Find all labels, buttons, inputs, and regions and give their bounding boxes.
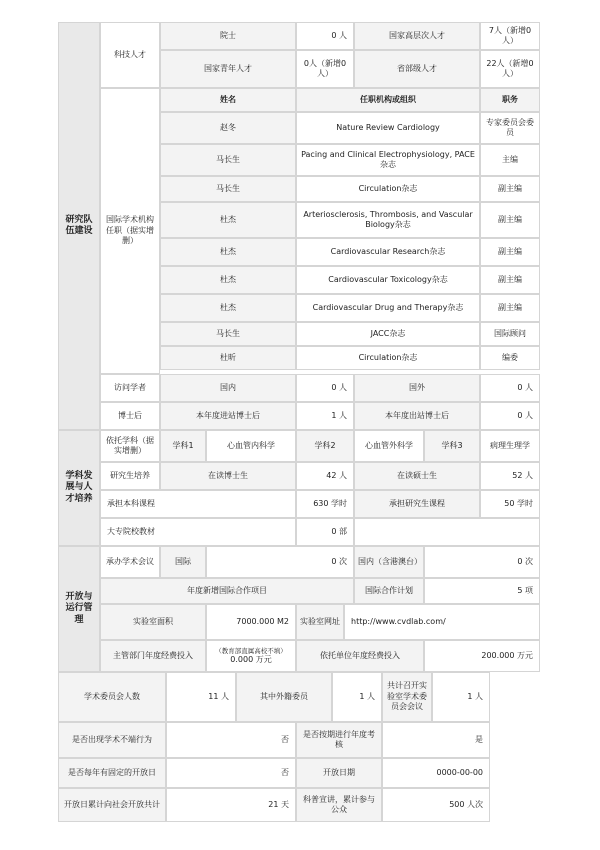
open-date-label: 开放日期 bbox=[296, 758, 382, 788]
postdoc-label: 博士后 bbox=[100, 402, 160, 430]
committee-foreign-label: 其中外籍委员 bbox=[236, 672, 332, 722]
fixed-open-day-label: 是否每年有固定的开放日 bbox=[58, 758, 166, 788]
lab-area-label: 实验室面积 bbox=[100, 604, 206, 640]
postdoc-in-label: 本年度进站博士后 bbox=[160, 402, 296, 430]
dept-fund-cell bbox=[206, 640, 296, 672]
master-value: 52 人 bbox=[480, 462, 540, 490]
lab-url-value[interactable]: http://www.cvdlab.com/ bbox=[344, 604, 540, 640]
conf-intl-label: 国际 bbox=[160, 546, 206, 578]
phd-label: 在读博士生 bbox=[160, 462, 296, 490]
grad-course-label: 承担研究生课程 bbox=[354, 490, 480, 518]
section-discipline bbox=[58, 430, 100, 546]
visiting-domestic-label: 国内 bbox=[160, 374, 296, 402]
intl-row-org: Nature Review Cardiology bbox=[296, 112, 480, 144]
new-coop-label: 年度新增国际合作项目 bbox=[100, 578, 354, 604]
open-date-value: 0000-00-00 bbox=[382, 758, 490, 788]
misconduct-value: 否 bbox=[166, 722, 296, 758]
subject1-value: 心血管内科学 bbox=[206, 430, 296, 462]
dept-fund-note: （教育部直属高校不填） bbox=[215, 646, 287, 655]
intl-row-role: 编委 bbox=[480, 346, 540, 370]
subject-label: 依托学科（据实增删） bbox=[100, 430, 160, 462]
dept-fund-label: 主管部门年度经费投入 bbox=[100, 640, 206, 672]
visiting-foreign-label: 国外 bbox=[354, 374, 480, 402]
visiting-domestic-value: 0 人 bbox=[296, 374, 354, 402]
intl-row-org: Cardiovascular Toxicology杂志 bbox=[296, 266, 480, 294]
intl-row-org: Circulation杂志 bbox=[296, 176, 480, 202]
section-research-team bbox=[58, 22, 100, 430]
intl-header-org: 任职机构或组织 bbox=[296, 88, 480, 112]
visiting-foreign-value: 0 人 bbox=[480, 374, 540, 402]
outreach-value: 500 人次 bbox=[382, 788, 490, 822]
committee-meetings-value: 1 人 bbox=[432, 672, 490, 722]
national-youth-value: 0人（新增0人） bbox=[296, 50, 354, 88]
intl-row-name: 杜杰 bbox=[160, 266, 296, 294]
conf-intl-value: 0 次 bbox=[206, 546, 354, 578]
textbook-value: 0 部 bbox=[296, 518, 354, 546]
visiting-label: 访问学者 bbox=[100, 374, 160, 402]
coop-plan-value: 5 项 bbox=[424, 578, 540, 604]
intl-row-name: 马长生 bbox=[160, 322, 296, 346]
committee-members-value: 11 人 bbox=[166, 672, 236, 722]
unit-fund-value: 200.000 万元 bbox=[424, 640, 540, 672]
subject3-value: 病理生理学 bbox=[480, 430, 540, 462]
intl-row-role: 主编 bbox=[480, 144, 540, 176]
intl-row-org: Circulation杂志 bbox=[296, 346, 480, 370]
provincial-value: 22人（新增0人） bbox=[480, 50, 540, 88]
fixed-open-day-value: 否 bbox=[166, 758, 296, 788]
lab-area-value: 7000.000 M2 bbox=[206, 604, 296, 640]
lab-url-label: 实验室网址 bbox=[296, 604, 344, 640]
open-days-value: 21 天 bbox=[166, 788, 296, 822]
subject1-label: 学科1 bbox=[160, 430, 206, 462]
intl-row-name: 杜杰 bbox=[160, 294, 296, 322]
intl-row-name: 马长生 bbox=[160, 176, 296, 202]
section-research-team-title: 研究队伍建设 bbox=[65, 214, 93, 236]
annual-review-value: 是 bbox=[382, 722, 490, 758]
national-high-label: 国家高层次人才 bbox=[354, 22, 480, 50]
intl-row-org: Arteriosclerosis, Thrombosis, and Vascular Biology杂志 bbox=[296, 202, 480, 238]
conf-domestic-value: 0 次 bbox=[424, 546, 540, 578]
intl-row-org: JACC杂志 bbox=[296, 322, 480, 346]
undergrad-course-label: 承担本科课程 bbox=[100, 490, 296, 518]
intl-row-role: 副主编 bbox=[480, 294, 540, 322]
annual-review-label: 是否按期进行年度考核 bbox=[296, 722, 382, 758]
intl-row-name: 杜杰 bbox=[160, 238, 296, 266]
committee-members-label: 学术委员会人数 bbox=[58, 672, 166, 722]
coop-plan-label: 国际合作计划 bbox=[354, 578, 424, 604]
subject3-label: 学科3 bbox=[424, 430, 480, 462]
national-high-value: 7人（新增0人） bbox=[480, 22, 540, 50]
grad-course-value: 50 学时 bbox=[480, 490, 540, 518]
master-label: 在读硕士生 bbox=[354, 462, 480, 490]
intl-row-org: Cardiovascular Drug and Therapy杂志 bbox=[296, 294, 480, 322]
intl-header-role: 职务 bbox=[480, 88, 540, 112]
postdoc-out-label: 本年度出站博士后 bbox=[354, 402, 480, 430]
conference-label: 承办学术会议 bbox=[100, 546, 160, 578]
subject2-label: 学科2 bbox=[296, 430, 354, 462]
intl-row-role: 副主编 bbox=[480, 266, 540, 294]
dept-fund-value: 0.000 万元 bbox=[230, 655, 272, 665]
intl-row-org: Pacing and Clinical Electrophysiology, PACE杂志 bbox=[296, 144, 480, 176]
intl-row-role: 国际顾问 bbox=[480, 322, 540, 346]
section-discipline-title: 学科发展与人才培养 bbox=[65, 471, 93, 504]
academician-value: 0 人 bbox=[296, 22, 354, 50]
phd-value: 42 人 bbox=[296, 462, 354, 490]
intl-row-org: Cardiovascular Research杂志 bbox=[296, 238, 480, 266]
postdoc-out-value: 0 人 bbox=[480, 402, 540, 430]
intl-header-name: 姓名 bbox=[160, 88, 296, 112]
national-youth-label: 国家青年人才 bbox=[160, 50, 296, 88]
intl-row-name: 杜昕 bbox=[160, 346, 296, 370]
outreach-label: 科普宣讲，累计参与公众 bbox=[296, 788, 382, 822]
intl-row-role: 副主编 bbox=[480, 238, 540, 266]
undergrad-course-value: 630 学时 bbox=[296, 490, 354, 518]
intl-row-role: 副主编 bbox=[480, 202, 540, 238]
textbook-empty bbox=[354, 518, 540, 546]
intl-position-label: 国际学术机构任职（据实增删） bbox=[100, 88, 160, 374]
tech-talent-label: 科技人才 bbox=[100, 22, 160, 88]
section-open-operation-title: 开放与运行管理 bbox=[65, 592, 93, 625]
intl-row-name: 马长生 bbox=[160, 144, 296, 176]
subject2-value: 心血管外科学 bbox=[354, 430, 424, 462]
intl-row-role: 副主编 bbox=[480, 176, 540, 202]
misconduct-label: 是否出现学术不端行为 bbox=[58, 722, 166, 758]
intl-row-name: 赵冬 bbox=[160, 112, 296, 144]
postdoc-in-value: 1 人 bbox=[296, 402, 354, 430]
intl-row-name: 杜杰 bbox=[160, 202, 296, 238]
unit-fund-label: 依托单位年度经费投入 bbox=[296, 640, 424, 672]
provincial-label: 省部级人才 bbox=[354, 50, 480, 88]
section-open-operation bbox=[58, 546, 100, 672]
committee-meetings-label: 共计召开实验室学术委员会会议 bbox=[382, 672, 432, 722]
academician-label: 院士 bbox=[160, 22, 296, 50]
conf-domestic-label: 国内（含港澳台） bbox=[354, 546, 424, 578]
open-days-label: 开放日累计向社会开放共计 bbox=[58, 788, 166, 822]
intl-row-role: 专家委员会委员 bbox=[480, 112, 540, 144]
grad-label: 研究生培养 bbox=[100, 462, 160, 490]
committee-foreign-value: 1 人 bbox=[332, 672, 382, 722]
textbook-label: 大专院校教材 bbox=[100, 518, 296, 546]
